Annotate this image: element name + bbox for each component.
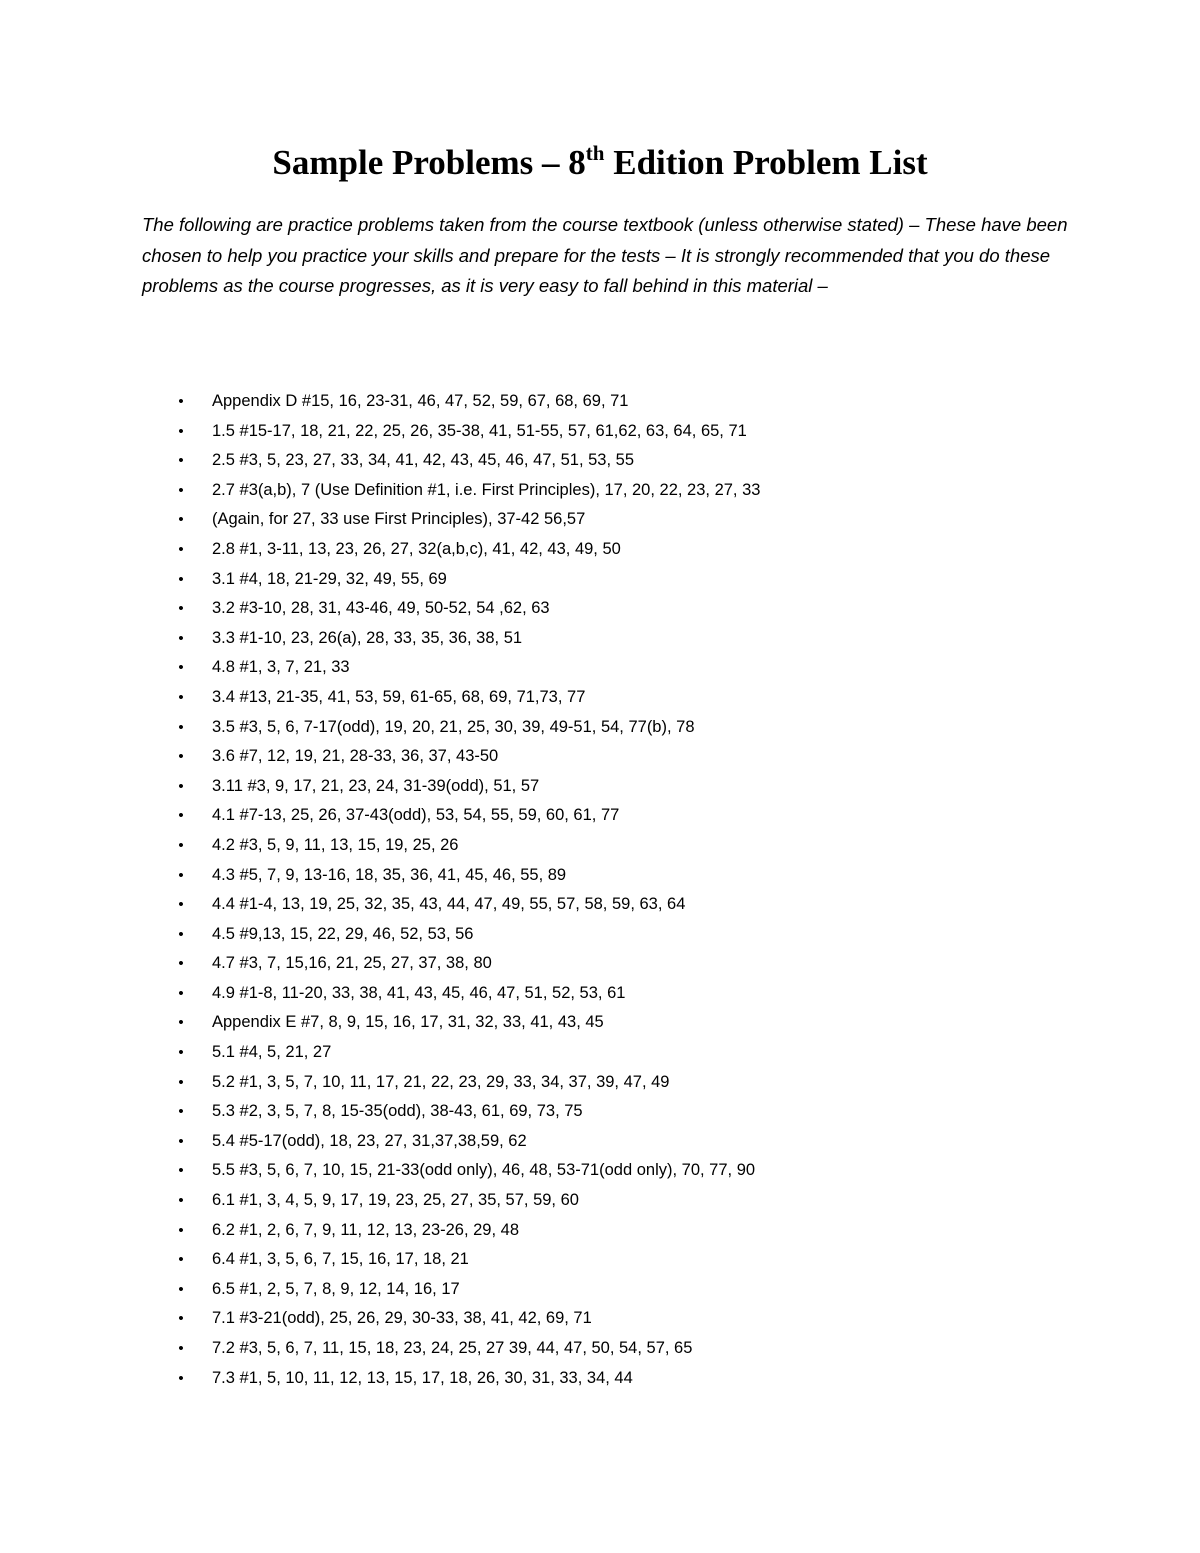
list-item-text: 3.4 #13, 21-35, 41, 53, 59, 61-65, 68, 69, 71,73, 77 xyxy=(212,687,586,706)
list-item-text: 2.7 #3(a,b), 7 (Use Definition #1, i.e. First Principles), 17, 20, 22, 23, 27, 33 xyxy=(212,480,761,499)
bullet-icon: • xyxy=(178,925,184,943)
list-item xyxy=(142,890,1062,920)
list-item xyxy=(142,535,1062,565)
list-item-text: 3.5 #3, 5, 6, 7-17(odd), 19, 20, 21, 25, 30, 39, 49-51, 54, 77(b), 78 xyxy=(212,717,695,736)
list-item-text: 3.11 #3, 9, 17, 21, 23, 24, 31-39(odd), 51, 57 xyxy=(212,776,540,795)
list-item-text: 5.5 #3, 5, 6, 7, 10, 15, 21-33(odd only), 46, 48, 53-71(odd only), 70, 77, 90 xyxy=(212,1161,756,1180)
bullet-icon: • xyxy=(178,777,184,795)
list-item-text: 4.8 #1, 3, 7, 21, 33 xyxy=(212,658,350,677)
list-item xyxy=(142,1038,1062,1068)
list-item xyxy=(142,1097,1062,1127)
bullet-icon: • xyxy=(178,896,184,914)
title-superscript: th xyxy=(585,141,605,165)
problem-list xyxy=(142,387,1062,1393)
bullet-icon: • xyxy=(178,1369,184,1387)
list-item-text: 5.2 #1, 3, 5, 7, 10, 11, 17, 21, 22, 23, 29, 33, 34, 37, 39, 47, 49 xyxy=(212,1072,670,1091)
list-item-text: 6.1 #1, 3, 4, 5, 9, 17, 19, 23, 25, 27, 35, 57, 59, 60 xyxy=(212,1191,579,1210)
list-item-text: 4.4 #1-4, 13, 19, 25, 32, 35, 43, 44, 47, 49, 55, 57, 58, 59, 63, 64 xyxy=(212,895,686,914)
list-item xyxy=(142,446,1062,476)
bullet-icon: • xyxy=(178,1221,184,1239)
bullet-icon: • xyxy=(178,748,184,766)
bullet-icon: • xyxy=(178,1044,184,1062)
list-item-text: 4.5 #9,13, 15, 22, 29, 46, 52, 53, 56 xyxy=(212,924,474,943)
list-item xyxy=(142,1216,1062,1246)
list-item xyxy=(142,476,1062,506)
bullet-icon: • xyxy=(178,955,184,973)
bullet-icon: • xyxy=(178,1132,184,1150)
list-item xyxy=(142,1275,1062,1305)
list-item xyxy=(142,1008,1062,1038)
list-item xyxy=(142,1068,1062,1098)
list-item-text: 7.2 #3, 5, 6, 7, 11, 15, 18, 23, 24, 25, 27 39, 44, 47, 50, 54, 57, 65 xyxy=(212,1339,693,1357)
list-item xyxy=(142,1334,1062,1364)
list-item-text: 3.3 #1-10, 23, 26(a), 28, 33, 35, 36, 38, 51 xyxy=(212,628,523,647)
bullet-icon: • xyxy=(178,659,184,677)
bullet-icon: • xyxy=(178,718,184,736)
list-item xyxy=(142,772,1062,802)
list-item-text: 4.3 #5, 7, 9, 13-16, 18, 35, 36, 41, 45, 46, 55, 89 xyxy=(212,865,567,884)
list-item xyxy=(142,653,1062,683)
intro-paragraph: The following are practice problems taken from the course textbook (unless otherwise stated) – These have been chosen to help you practice your skills and prepare for the tests – It is strongly recommended that you do these problems as the course progresses, as it is very easy to fall behind in this material – xyxy=(142,214,1068,296)
list-item-text: 7.1 #3-21(odd), 25, 26, 29, 30-33, 38, 41, 42, 69, 71 xyxy=(212,1309,592,1328)
list-item xyxy=(142,742,1062,772)
bullet-icon: • xyxy=(178,422,184,440)
bullet-icon: • xyxy=(178,1103,184,1121)
list-item-text: 1.5 #15-17, 18, 21, 22, 25, 26, 35-38, 41, 51-55, 57, 61,62, 63, 64, 65, 71 xyxy=(212,421,747,440)
list-item xyxy=(142,565,1062,595)
bullet-icon: • xyxy=(178,511,184,529)
bullet-icon: • xyxy=(178,600,184,618)
list-item xyxy=(142,624,1062,654)
list-item xyxy=(142,1245,1062,1275)
list-item xyxy=(142,1304,1062,1334)
bullet-icon: • xyxy=(178,629,184,647)
bullet-icon: • xyxy=(178,1192,184,1210)
bullet-icon: • xyxy=(178,1310,184,1328)
list-item-text: 2.8 #1, 3-11, 13, 23, 26, 27, 32(a,b,c), 41, 42, 43, 49, 50 xyxy=(212,539,621,558)
list-item-text: 5.3 #2, 3, 5, 7, 8, 15-35(odd), 38-43, 61, 69, 73, 75 xyxy=(212,1102,583,1121)
bullet-icon: • xyxy=(178,393,184,410)
list-item xyxy=(142,1156,1062,1186)
list-item xyxy=(142,683,1062,713)
list-item xyxy=(142,1127,1062,1157)
list-item xyxy=(142,1364,1062,1394)
list-item xyxy=(142,949,1062,979)
bullet-icon: • xyxy=(178,836,184,854)
bullet-icon: • xyxy=(178,1280,184,1298)
bullet-icon: • xyxy=(178,1251,184,1269)
list-item-text: 4.9 #1-8, 11-20, 33, 38, 41, 43, 45, 46, 47, 51, 52, 53, 61 xyxy=(212,983,626,1002)
list-item xyxy=(142,713,1062,743)
list-item-text: 6.5 #1, 2, 5, 7, 8, 9, 12, 14, 16, 17 xyxy=(212,1279,460,1298)
list-item xyxy=(142,831,1062,861)
bullet-icon: • xyxy=(178,452,184,470)
list-item-text: 6.4 #1, 3, 5, 6, 7, 15, 16, 17, 18, 21 xyxy=(212,1250,469,1269)
list-item xyxy=(142,1186,1062,1216)
bullet-icon: • xyxy=(178,570,184,588)
list-item xyxy=(142,387,1062,417)
list-item-text: 6.2 #1, 2, 6, 7, 9, 11, 12, 13, 23-26, 29, 48 xyxy=(212,1220,520,1239)
list-item-text: (Again, for 27, 33 use First Principles), 37-42 56,57 xyxy=(212,510,586,529)
bullet-icon: • xyxy=(178,866,184,884)
bullet-icon: • xyxy=(178,1340,184,1357)
page-title xyxy=(0,141,1200,185)
list-item xyxy=(142,861,1062,891)
list-item-text: 3.1 #4, 18, 21-29, 32, 49, 55, 69 xyxy=(212,569,447,588)
list-item xyxy=(142,979,1062,1009)
bullet-icon: • xyxy=(178,1162,184,1180)
list-item-text: 2.5 #3, 5, 23, 27, 33, 34, 41, 42, 43, 45, 46, 47, 51, 53, 55 xyxy=(212,451,634,470)
list-item-text: 5.4 #5-17(odd), 18, 23, 27, 31,37,38,59, 62 xyxy=(212,1131,527,1150)
list-item-text: 4.1 #7-13, 25, 26, 37-43(odd), 53, 54, 55, 59, 60, 61, 77 xyxy=(212,806,620,825)
title-rest: Edition Problem List xyxy=(604,143,928,182)
list-item-text: 4.2 #3, 5, 9, 11, 13, 15, 19, 25, 26 xyxy=(212,835,459,854)
list-item xyxy=(142,417,1062,447)
bullet-icon: • xyxy=(178,1014,184,1032)
list-item xyxy=(142,594,1062,624)
bullet-icon: • xyxy=(178,1073,184,1091)
list-item-text: Appendix D #15, 16, 23-31, 46, 47, 52, 59, 67, 68, 69, 71 xyxy=(212,392,629,410)
bullet-icon: • xyxy=(178,540,184,558)
list-item xyxy=(142,505,1062,535)
list-item-text: 3.2 #3-10, 28, 31, 43-46, 49, 50-52, 54 ,62, 63 xyxy=(212,599,550,618)
list-item-text: 7.3 #1, 5, 10, 11, 12, 13, 15, 17, 18, 26, 30, 31, 33, 34, 44 xyxy=(212,1368,633,1387)
list-item-text: Appendix E #7, 8, 9, 15, 16, 17, 31, 32, 33, 41, 43, 45 xyxy=(212,1013,604,1032)
bullet-icon: • xyxy=(178,984,184,1002)
bullet-icon: • xyxy=(178,688,184,706)
list-item-text: 3.6 #7, 12, 19, 21, 28-33, 36, 37, 43-50 xyxy=(212,747,499,766)
list-item-text: 4.7 #3, 7, 15,16, 21, 25, 27, 37, 38, 80 xyxy=(212,954,492,973)
title-main: Sample Problems – 8 xyxy=(272,143,586,182)
list-item xyxy=(142,920,1062,950)
list-item-text: 5.1 #4, 5, 21, 27 xyxy=(212,1043,332,1062)
bullet-icon: • xyxy=(178,807,184,825)
bullet-icon: • xyxy=(178,481,184,499)
list-item xyxy=(142,801,1062,831)
